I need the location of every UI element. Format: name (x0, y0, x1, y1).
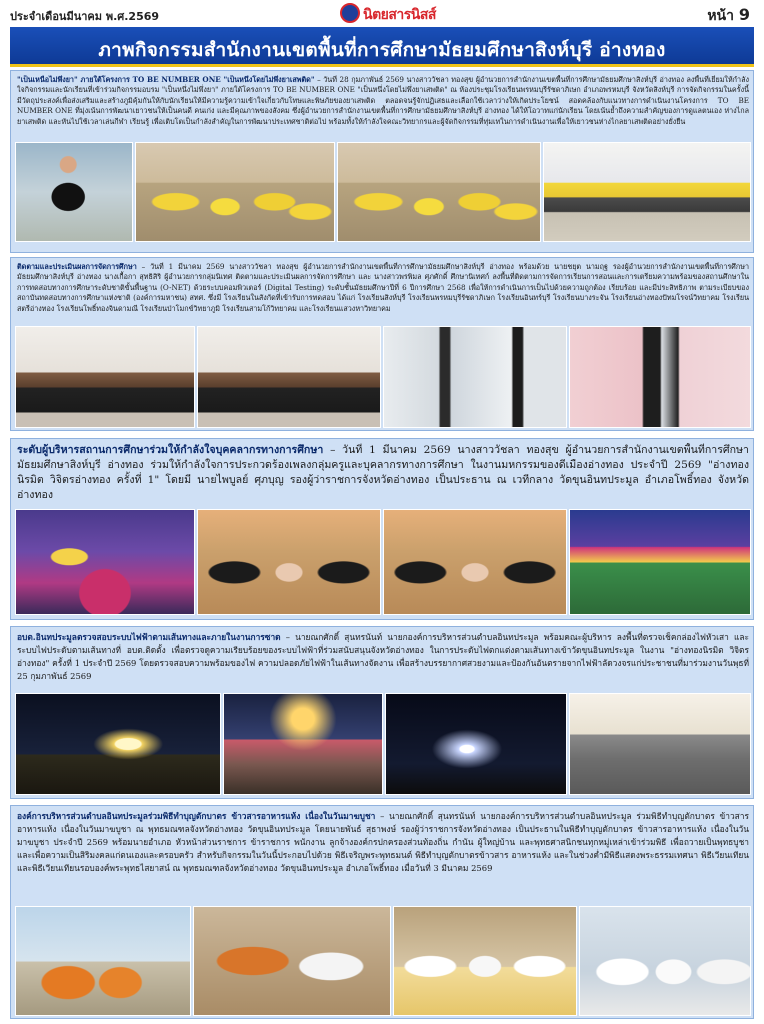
photo-audience-row (383, 509, 567, 615)
news-section-4 (10, 626, 754, 799)
section-4-body: – นายณกศักดิ์ สุนทรนันท์ นายกองค์การบริหารส่วนตำบลอินทประมูล พร้อมคณะผู้บริหาร ลงพื้นที่ตรวจเช็คกล่องไฟหัวเสา และระบบไฟประดับตามเส้นทางที่ อบต.ติดตั้ง เพื่อตรวจดูความเรียบร้อยของระบบไฟฟ้าที่ร่วมสนับสนุนจังหวัดอ่างทอง ในการประดับไฟตกแต่งตามเส้นทางเข้าวัดขุนอินทประมูล ในงาน "อ่างทองนิรมิต วิจิตรอ่างทอง" ครั้งที่ 1 ประจำปี 2569 โดยตรวจสอบความพร้อมของไฟ ความปลอดภัยไฟฟ้าในเส้นทางจัดงาน เพื่อสร้างบรรยากาศสวยงามและป้องกันอันตรายจากไฟฟ้าลัดวงจรแก่ประชาชนที่มาร่วมงานวันพุธที่ 25 กุมภาพันธ์ 2569 (17, 632, 749, 681)
photo-stage-banner (569, 509, 751, 615)
section-4-headline: อบต.อินทประมูลตรวจสอบระบบไฟฟ้าตามเส้นทางและภายในงานการซาด (17, 632, 281, 642)
section-3-headline: ระดับผู้บริหารสถานการศึกษาร่วมให้กำลังใจบุคคลากรทางการศึกษา (17, 444, 324, 456)
section-4-text (17, 631, 749, 691)
section-1-text (17, 75, 749, 139)
section-1-body: – วันที่ 28 กุมภาพันธ์ 2569 นางสาววัชลา ทองสุข ผู้อำนวยการสำนักงานเขตพื้นที่การศึกษามัธยมศึกษาสิงห์บุรี อ่างทอง ลงพื้นที่เยี่ยมให้กำลังใจกิจกรรมและนักเรียนที่เข้าร่วมกิจกรรมอบรม "เป็นหนึ่งไม่พึ่งยา" ภายใต้โครงการ TO BE NUMBER ONE "เป็นหนึ่งโดยไม่พึ่งยาเสพติด" ณ ห้องประชุมโรงเรียนพรหมบุรีรัชดาภิเษก อำเภอพรหมบุรี จังหวัดสิงห์บุรี การจัดกิจกรรมในครั้งนี้มีวัตถุประสงค์เพื่อส่งเสริมและสร้างภูมิคุ้มกันให้กับนักเรียนให้มีความรู้ความเข้าใจเกี่ยวกับโทษและพิษภัยของยาเสพติด ตลอดจนรู้จักปฏิเสธและเลือกใช้เวลาว่างให้เกิดประโยชน์ สอดคล้องกับแนวทางการดำเนินงานโครงการ TO BE NUMBER ONE ที่มุ่งเน้นการพัฒนาเยาวชนให้เป็นคนดี คนเก่ง และมีคุณภาพของสังคม ซึ่งผู้อำนวยการสำนักงานเขตพื้นที่การศึกษามัธยมศึกษาสิงห์บุรี อ่างทอง ได้ให้โอวาทแก่นักเรียน โดยเน้นย้ำถึงความสำคัญของการดูแลตนเอง ห่างไกลยาเสพติด และหันไปใช้เวลาเล่นกีฬา เรียนรู้ เพื่อเติบโตเป็นกำลังสำคัญในการพัฒนาประเทศชาติต่อไป พร้อมทั้งให้กำลังใจคณะวิทยากรและผู้จัดกิจกรรมที่ทุ่มเทในการดำเนินงานเพื่อให้เยาวชนห่างไกลยาเสพติดอย่างยั่งยืน (17, 75, 749, 126)
photo-audience-front (197, 509, 381, 615)
section-1-photos (15, 142, 751, 242)
photo-students-seated (135, 142, 335, 242)
issue-date: ประจำเดือนมีนาคม พ.ศ.2569 (10, 10, 160, 23)
logo-emblem-icon (340, 3, 360, 23)
section-5-body: – นายณกศักดิ์ สุนทรนันท์ นายกองค์การบริหารส่วนตำบลอินทประมูล ร่วมพิธีทำบุญตักบาตร ข้าวสารอาหารแห้ง เนื่องในวันมาฆบูชา ณ พุทธมณฑลจังหวัดอ่างทอง วัดขุนอินทประมูล โดยนายพันธ์ สุธาพงษ์ รองผู้ว่าราชการจังหวัดอ่างทอง เป็นประธานในพิธีทำบุญตักบาตร ข้าวสารอาหารแห้ง เนื่องในวันมาฆบูชา ประจำปี 2569 พร้อมนายอำเภอ หัวหน้าส่วนราชการ ข้าราชการ พนักงาน ลูกจ้างองค์กรปกครองส่วนท้องถิ่น กำนัน ผู้ใหญ่บ้าน และพุทธศาสนิกชนทุกหมู่เหล่าเข้าร่วมพิธี เพื่อถวายเป็นพุทธบูชา และเพื่อความเป็นสิริมงคลแก่ตนเองและครอบครัว สำหรับกิจกรรมในวันนี้ประกอบไปด้วย พิธีเจริญพระพุทธมนต์ พิธีทำบุญตักบาตรข้าวสาร อาหารแห้ง และในช่วงค่ำมีพิธีแสดงพระธรรมเทศนา พิธีเวียนเทียน และพิธีเวียนเทียนรอบองค์พระพุทธไสยาสน์ ณ พุทธมณฑลจังหวัดอ่างทอง วัดขุนอินทประมูล อำเภอโพธิ์ทอง เมื่อวันที่ 3 มีนาคม 2569 (17, 811, 749, 873)
news-section-2 (10, 257, 754, 431)
photo-officials-donations (393, 906, 577, 1016)
news-section-5 (10, 805, 754, 1019)
section-2-body: – วันที่ 1 มีนาคม 2569 นางสาววัชลา ทองสุข ผู้อำนวยการสำนักงานเขตพื้นที่การศึกษามัธยมศึกษาสิงห์บุรี อ่างทอง พร้อมด้วย นายชยุต นามฤฐ รองผู้อำนวยการสำนักงานเขตพื้นที่การศึกษามัธยมศึกษาสิงห์บุรี อ่างทอง นางเกื้อกา สุทธิสิริ ผู้อำนวยการกลุ่มนิเทศ ติดตามและประเมินผลการจัดการศึกษา และ นางสาวพรพิมล ศุภศักดิ์ ศึกษานิเทศก์ ลงพื้นที่ติดตามการจัดการเรียนการสอนและการเตรียมความพร้อมของสถานศึกษาในการทดสอบทางการศึกษาระดับชาติขั้นพื้นฐาน (O-NET) ด้วยระบบคอมพิวเตอร์ (Digital Testing) ระดับชั้นมัธยมศึกษาปีที่ 6 ปีการศึกษา 2568 เพื่อให้การดำเนินการเป็นไปด้วยความถูกต้อง เรียบร้อย และมีประสิทธิภาพ ตามระเบียบของสถาบันทดสอบทางการศึกษาแห่งชาติ (องค์การมหาชน) สทศ. ซึ่งมี โรงเรียนในสังกัดที่เข้ารับการทดสอบ ได้แก่ โรงเรียนสิงห์บุรี โรงเรียนพรหมบุรีรัชดาภิเษก โรงเรียนอินทร์บุรี โรงเรียนบางระจัน โรงเรียนอ่างทองปัทมโรจน์วิทยาคม โรงเรียนสตรีอ่างทอง โรงเรียนโพธิ์ทองจินดามณี โรงเรียนป่าโมกข์วิทยาภูมิ โรงเรียนสามโก้วิทยาคม และโรงเรียนแสวงหาวิทยาคม (17, 262, 749, 313)
page-number-value: 9 (738, 5, 750, 24)
section-5-photos (15, 906, 751, 1016)
photo-stage-performance (15, 509, 195, 615)
photo-night-street (223, 693, 383, 795)
banner-title: ภาพกิจกรรมสำนักงานเขตพื้นที่การศึกษามัธยมศึกษาสิงห์บุรี อ่างทอง (98, 39, 666, 61)
section-3-photos (15, 509, 751, 615)
section-2-headline: ติดตามและประเมินผลการจัดการศึกษา (17, 262, 137, 271)
photo-monks-procession (15, 906, 191, 1016)
photo-corridor-visit (383, 326, 567, 428)
photo-offering-alms (193, 906, 391, 1016)
section-3-body: – วันที่ 1 มีนาคม 2569 นางสาววัชลา ทองสุข ผู้อำนวยการสำนักงานเขตพื้นที่การศึกษามัธยมศึกษาสิงห์บุรี อ่างทอง ร่วมให้กำลังใจการประกวดร้องเพลงกลุ่มครูและบุคลากรทางการศึกษา ในงานมหกรรมของดีเมืองอ่างทอง ประจำปี 2569 "อ่างทองนิรมิต วิจิตรอ่างทอง ครั้งที่ 1" โดยมี นายไพบูลย์ ศุภบุญ รองผู้ว่าราชการจังหวัดอ่างทอง เป็นประธาน ณ เวทีกลาง วัดขุนอินทประมูล อำเภอโพธิ์ทอง จังหวัดอ่างทอง (17, 444, 749, 501)
section-5-headline: องค์การบริหารส่วนตำบลอินทประมูลร่วมพิธีทำบุญตักบาตร ข้าวสารอาหารแห้ง เนื่องในวันมาฆบูชา (17, 811, 376, 821)
photo-staff-group (569, 326, 751, 428)
page-banner (10, 27, 754, 67)
photo-classroom-visit (197, 326, 381, 428)
section-4-photos (15, 693, 751, 795)
news-section-1 (10, 70, 754, 253)
photo-speaker (15, 142, 133, 242)
photo-light-tower (385, 693, 567, 795)
logo-text: นิตยสารนิสส์ (363, 7, 436, 23)
page-header (0, 0, 764, 26)
page-label: หน้า (707, 8, 734, 24)
news-section-3 (10, 438, 754, 620)
section-5-text (17, 810, 749, 902)
section-3-text (17, 443, 749, 503)
section-2-photos (15, 326, 751, 428)
page-number (707, 5, 750, 27)
photo-students-yellow (337, 142, 541, 242)
section-2-text (17, 262, 749, 324)
photo-group (543, 142, 751, 242)
publication-logo (340, 2, 436, 24)
section-1-headline: "เป็นเหนือไม่พึ่งยา" ภายใต้โครงการ TO BE NUMBER ONE "เป็นหนึ่งโดยไม่พึ่งยาเสพติด" (17, 75, 315, 84)
photo-lighted-tree (15, 693, 221, 795)
photo-daytime-street (569, 693, 751, 795)
photo-seated-guests (579, 906, 751, 1016)
photo-computer-lab (15, 326, 195, 428)
